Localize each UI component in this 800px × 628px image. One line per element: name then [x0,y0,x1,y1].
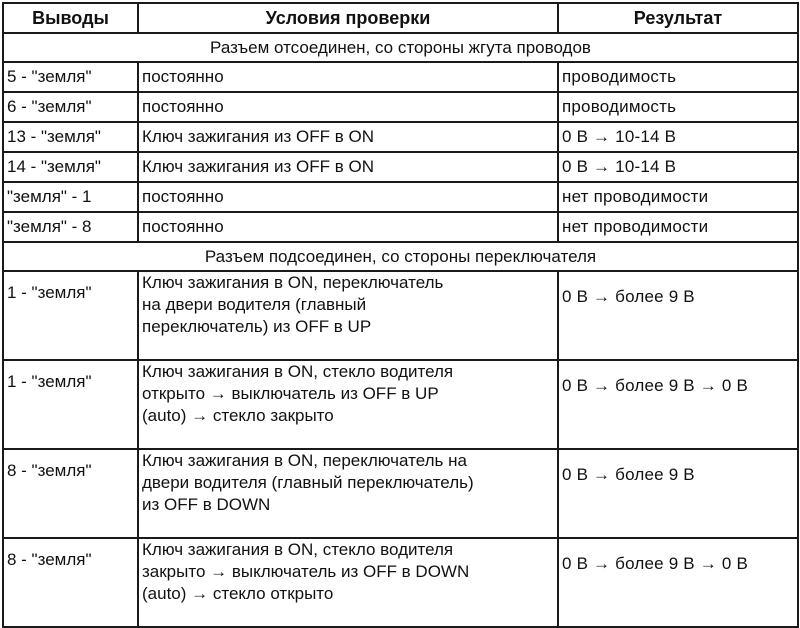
section-title: Разъем отсоединен, со стороны жгута проводов [3,33,798,62]
cell-pins: 8 - "земля" [3,449,138,538]
section-row [3,242,798,271]
table-row [3,271,798,360]
cell-condition [138,538,558,627]
section-title: Разъем подсоединен, со стороны переключателя [3,242,798,271]
condition-line: из OFF в DOWN [142,495,271,514]
test-table [2,2,799,628]
cell-pins: 8 - "земля" [3,538,138,627]
cell-pins: 13 - "земля" [3,122,138,152]
cell-condition: постоянно [138,212,558,242]
cell-pins: "земля" - 8 [3,212,138,242]
header-result: Результат [558,3,798,33]
header-row [3,3,798,33]
cell-result: 0 В → более 9 В → 0 В [558,538,798,627]
cell-condition [138,271,558,360]
condition-line: Ключ зажигания в ON, стекло водителя [142,362,454,381]
section-row [3,33,798,62]
cell-result: 0 В → более 9 В [558,271,798,360]
cell-condition: Ключ зажигания из OFF в ON [138,122,558,152]
table-row [3,360,798,449]
cell-pins: "земля" - 1 [3,182,138,212]
cell-condition: постоянно [138,92,558,122]
cell-result: 0 В → 10-14 В [558,152,798,182]
condition-line: открыто → выключатель из OFF в UP [142,384,439,403]
cell-result: 0 В → более 9 В → 0 В [558,360,798,449]
header-conditions: Условия проверки [138,3,558,33]
cell-result: проводимость [558,62,798,92]
condition-line: (auto) → стекло закрыто [142,406,334,425]
condition-line: закрыто → выключатель из OFF в DOWN [142,562,470,581]
condition-line: Ключ зажигания в ON, переключатель на [142,451,467,470]
table-row [3,449,798,538]
cell-pins: 6 - "земля" [3,92,138,122]
table-row [3,538,798,627]
condition-line: (auto) → стекло открыто [142,584,334,603]
cell-result: нет проводимости [558,182,798,212]
condition-line: Ключ зажигания в ON, переключатель [142,273,444,292]
cell-pins: 1 - "земля" [3,360,138,449]
condition-line: двери водителя (главный переключатель) [142,473,474,492]
cell-condition [138,449,558,538]
cell-result: 0 В → более 9 В [558,449,798,538]
condition-line: переключатель) из OFF в UP [142,317,372,336]
table-row [3,62,798,92]
cell-condition: постоянно [138,62,558,92]
condition-line: Ключ зажигания в ON, стекло водителя [142,540,454,559]
table-row [3,92,798,122]
table-row [3,182,798,212]
table-row [3,152,798,182]
cell-pins: 14 - "земля" [3,152,138,182]
cell-condition [138,360,558,449]
cell-result: проводимость [558,92,798,122]
table-row [3,212,798,242]
cell-condition: Ключ зажигания из OFF в ON [138,152,558,182]
header-pins: Выводы [3,3,138,33]
cell-condition: постоянно [138,182,558,212]
condition-line: на двери водителя (главный [142,295,367,314]
cell-pins: 1 - "земля" [3,271,138,360]
table-row [3,122,798,152]
cell-result: нет проводимости [558,212,798,242]
cell-result: 0 В → 10-14 В [558,122,798,152]
cell-pins: 5 - "земля" [3,62,138,92]
